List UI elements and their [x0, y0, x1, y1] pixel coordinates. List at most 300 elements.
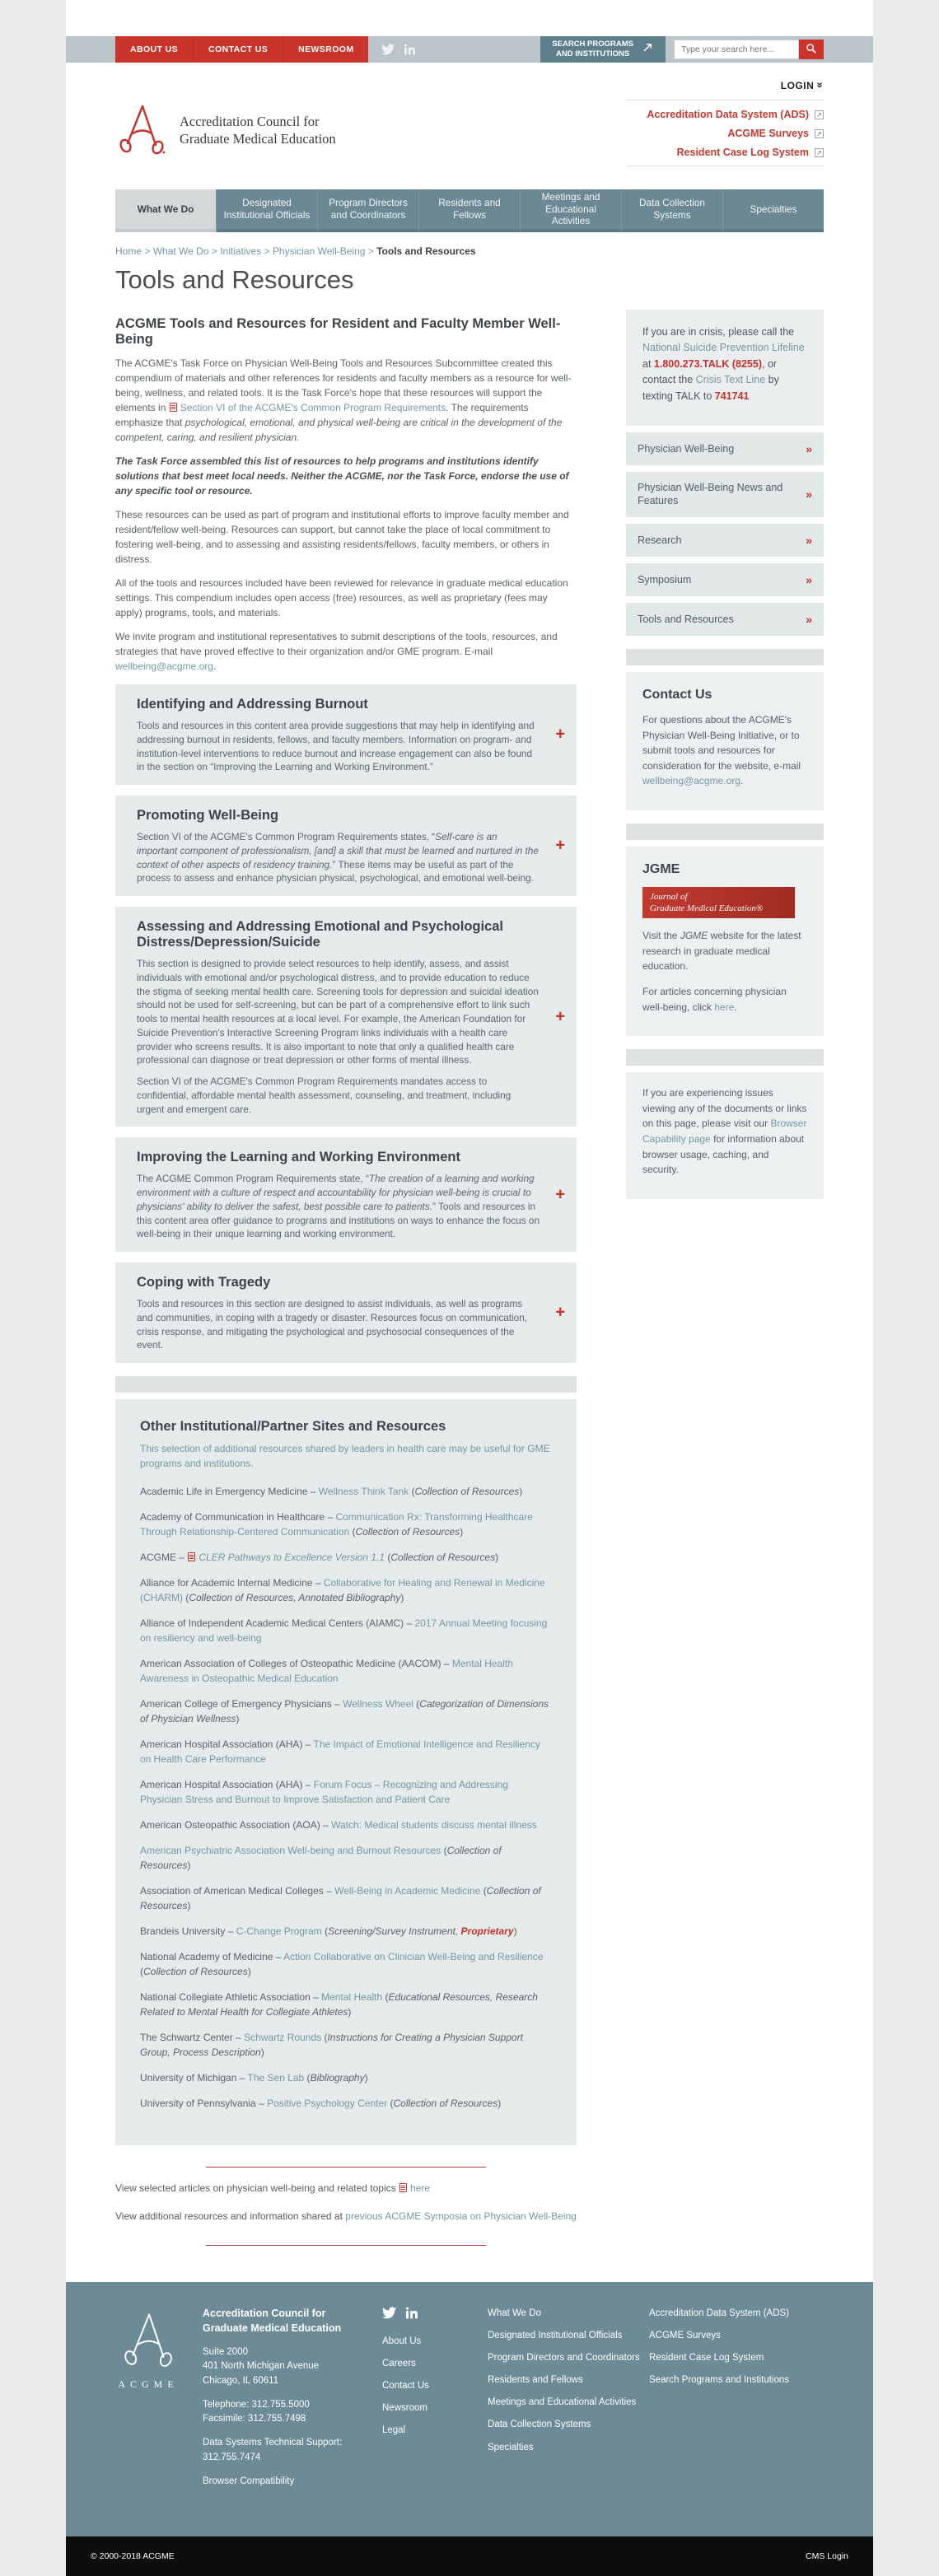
- resource-item: [140, 1737, 552, 1766]
- sidebar-nav-item[interactable]: Symposium »: [626, 563, 824, 596]
- inline-link[interactable]: Physician Well-Being: [272, 245, 366, 257]
- red-divider: [206, 2167, 486, 2168]
- launch-arrow-icon: [642, 41, 654, 57]
- text-segment: Proprietary: [460, 1925, 514, 1937]
- system-link[interactable]: Accreditation Data System (ADS) ↗: [577, 109, 824, 120]
- paragraph: [115, 454, 577, 498]
- text-segment: The ACGME Common Program Requirements state, “: [137, 1173, 369, 1185]
- text-segment: Alliance for Academic Internal Medicine –: [140, 1577, 324, 1589]
- resource-item: [140, 1990, 552, 2019]
- inline-link[interactable]: Wellness Think Tank: [318, 1486, 409, 1497]
- text-segment: 741741: [714, 390, 750, 402]
- resource-item: [140, 2070, 552, 2085]
- text-segment: ): [519, 1486, 523, 1497]
- bottom-notes: [115, 2181, 577, 2224]
- panel-cap-strip: [115, 1376, 577, 1393]
- expand-plus-icon[interactable]: +: [555, 725, 565, 744]
- inline-link[interactable]: Mental Health Awareness in Osteopathic Medical Education: [140, 1658, 513, 1684]
- text-segment: (: [349, 1526, 356, 1538]
- double-chevron-icon: »: [806, 533, 812, 547]
- inline-link[interactable]: Communication Rx: Transforming Healthcare Through Relationship-Centered Communication: [140, 1511, 533, 1538]
- text-segment: (: [441, 1845, 447, 1856]
- inline-link[interactable]: wellbeing@acgme.org: [642, 775, 740, 787]
- text-segment: (: [413, 1698, 420, 1710]
- utility-bar: [66, 36, 873, 63]
- utility-link[interactable]: ABOUT US: [115, 36, 194, 63]
- crisis-box: [626, 310, 824, 426]
- accordion-title: Promoting Well-Being: [137, 808, 279, 823]
- resource-item: [140, 2096, 552, 2111]
- inline-link[interactable]: here: [714, 1001, 735, 1013]
- inline-link[interactable]: Crisis Text Line: [695, 374, 766, 386]
- resource-item: [140, 1843, 552, 1873]
- text-segment: American Hospital Association (AHA) –: [140, 1738, 314, 1750]
- inline-link[interactable]: National Suicide Prevention Lifeline: [642, 342, 805, 354]
- search-icon: [806, 43, 817, 57]
- double-chevron-icon: »: [806, 441, 812, 455]
- contact-box: [626, 672, 824, 810]
- footer: [66, 2282, 873, 2536]
- text-segment: The creation of a learning and working environment with a culture of respect and accountability for physician well-being is crucial to physicians' ability to deliver the safest, best possible care to patients.: [137, 1173, 535, 1212]
- jgme-heading: JGME: [642, 861, 680, 876]
- resource-item: [140, 1616, 552, 1645]
- text-segment: ): [260, 2046, 264, 2058]
- resource-item: [140, 2030, 552, 2060]
- text-segment: by texting TALK to: [642, 374, 779, 402]
- org-name: Accreditation Council for Graduate Medical Education: [180, 113, 336, 147]
- footer-site-links: [488, 2307, 649, 2454]
- text-segment: For articles concerning physician well-being, click: [642, 986, 787, 1013]
- linkedin-icon[interactable]: [404, 44, 416, 55]
- footer-org-name: Accreditation Council for Graduate Medical Education: [203, 2308, 342, 2334]
- accordion-section: [115, 684, 577, 785]
- pdf-icon: [188, 1552, 195, 1561]
- search-box: [674, 40, 824, 59]
- search-area: [540, 36, 824, 63]
- content-card: [66, 0, 873, 2576]
- accordion-title: Coping with Tragedy: [137, 1275, 271, 1290]
- text-segment: View additional resources and information shared at: [115, 2210, 346, 2222]
- text-segment: American College of Emergency Physicians –: [140, 1698, 343, 1710]
- search-programs-button[interactable]: [540, 36, 666, 63]
- text-segment: National Collegiate Athletic Association –: [140, 1991, 322, 2003]
- footer-support: Data Systems Technical Support: 312.755.7474: [203, 2438, 343, 2462]
- note: [115, 2209, 577, 2224]
- text-segment: (: [480, 1885, 487, 1897]
- text-segment: Alliance of Independent Academic Medical Centers (AIAMC) –: [140, 1617, 415, 1629]
- inline-link[interactable]: Well-Being in Academic Medicine: [334, 1885, 481, 1897]
- sidebar-nav-item[interactable]: Physician Well-Being »: [626, 432, 824, 465]
- resource-item: [140, 1924, 552, 1939]
- text-segment: , or contact the: [642, 357, 778, 386]
- text-segment: Educational Resources, Research Related to Mental Health for Collegiate Athletes: [140, 1991, 538, 2018]
- sidebar-nav-item[interactable]: Research »: [626, 524, 824, 557]
- text-segment: ACGME –: [140, 1552, 188, 1563]
- footer-site-column: [488, 2307, 649, 2497]
- copyright-text: © 2000-2018 ACGME: [91, 2550, 175, 2561]
- nav-tab[interactable]: Data Collection Systems: [622, 189, 723, 232]
- inline-link[interactable]: American Psychiatric Association Well-being and Burnout Resources: [140, 1845, 441, 1856]
- footer-link[interactable]: Resident Case Log System: [649, 2353, 764, 2364]
- text-segment: (: [140, 1966, 143, 1977]
- footer-org-column: [203, 2307, 382, 2497]
- header-quick-links: [577, 77, 827, 175]
- text-segment: Collection of Resources: [414, 1486, 520, 1497]
- footer-link[interactable]: Careers: [382, 2359, 416, 2369]
- accordion-title: Identifying and Addressing Burnout: [137, 697, 368, 712]
- acgme-logo-mark-icon: [115, 102, 168, 159]
- nav-tab[interactable]: What We Do: [115, 189, 217, 232]
- resource-item: [140, 1484, 552, 1499]
- text-segment: for information about browser usage, caching, and security.: [642, 1133, 805, 1176]
- accordion-title: Assessing and Addressing Emotional and Psychological Distress/Depression/Suicide: [137, 919, 503, 950]
- accordion-body: [137, 1172, 540, 1241]
- text-segment: Collection of Resources: [140, 1845, 502, 1871]
- text-segment: Collection of Resources, Annotated Bibliography: [189, 1592, 401, 1603]
- inline-link[interactable]: Initiatives: [220, 245, 262, 257]
- footer-phones: Telephone: 312.755.5000 Facsimile: 312.755.7498: [203, 2399, 310, 2424]
- text-segment: (: [321, 2032, 328, 2043]
- footer-systems-column: [649, 2307, 840, 2497]
- footer-link[interactable]: Designated Institutional Officials: [488, 2331, 623, 2341]
- resource-item: [140, 1696, 552, 1726]
- inline-link[interactable]: What We Do: [152, 245, 209, 257]
- utility-links: [115, 36, 368, 63]
- inline-link[interactable]: wellbeing@acgme.org: [115, 660, 213, 672]
- search-submit-button[interactable]: [799, 40, 824, 59]
- resource-item: [140, 1883, 552, 1913]
- footer-social-icons: [382, 2307, 488, 2323]
- social-icons: [381, 36, 416, 63]
- footer-link[interactable]: Accreditation Data System (ADS): [649, 2308, 790, 2318]
- paragraph: [137, 1172, 540, 1241]
- expand-plus-icon[interactable]: +: [555, 1303, 565, 1322]
- resource-list: [140, 1484, 552, 2111]
- partner-resources-panel: [115, 1399, 577, 2145]
- footer-link[interactable]: About Us: [382, 2336, 422, 2346]
- text-segment: ” These items may be useful as part of the process to assess and enhance physician physical, psychological, and emotional well-being.: [137, 858, 534, 884]
- paragraph: [115, 356, 577, 445]
- text-segment: Section VI of the ACGME's Common Program Requirements mandates access to confidential, affordable mental health assessment, counseling, and treatment, including urgent and emergent care.: [137, 1076, 512, 1115]
- resource-item: [140, 1575, 552, 1605]
- text-segment: >: [142, 245, 153, 257]
- linkedin-icon[interactable]: [406, 2307, 418, 2323]
- text-segment: psychological, emotional, and physical well-being are critical in the development of the competent, caring, and resilient physician.: [115, 417, 563, 443]
- browser-note: [642, 1085, 807, 1178]
- resource-item: [140, 1818, 552, 1832]
- section-heading: ACGME Tools and Resources for Resident and Faculty Member Well-Being: [115, 316, 561, 347]
- acgme-logo[interactable]: [115, 86, 336, 175]
- text-segment: Screening/Survey Instrument,: [328, 1925, 461, 1937]
- nav-tab[interactable]: Program Directors and Coordinators: [318, 189, 419, 232]
- inline-link[interactable]: Browser Capability page: [642, 1118, 807, 1146]
- inline-link[interactable]: CLER Pathways to Excellence Version 1.1: [199, 1552, 385, 1563]
- accordion-section: [115, 1137, 577, 1252]
- accordion-section: [115, 907, 577, 1127]
- text-segment: University of Michigan –: [140, 2072, 248, 2084]
- text-segment: >: [365, 245, 377, 257]
- inline-link[interactable]: Positive Psychology Center: [267, 2098, 388, 2109]
- text-segment: ): [495, 1552, 499, 1563]
- text-segment: ): [187, 1860, 191, 1871]
- text-segment: ): [236, 1713, 240, 1724]
- text-segment: University of Pennsylvania –: [140, 2098, 268, 2109]
- text-segment: ): [247, 1966, 251, 1977]
- text-segment: American Osteopathic Association (AOA) –: [140, 1819, 332, 1831]
- content-columns: [115, 310, 824, 2246]
- resource-item: [140, 1550, 552, 1565]
- nav-tab[interactable]: Designated Institutional Officials: [217, 189, 318, 232]
- external-link-icon: ↗: [815, 110, 824, 119]
- footer-link[interactable]: Newsroom: [382, 2403, 427, 2414]
- text-segment: The ACGME's Task Force on Physician Well-Being Tools and Resources Subcommittee created this compendium of materials and other references for residents and faculty members as a resource for well-being, wellness, and related tools. It is the Task Force's hope that these resources will support the elements in: [115, 357, 572, 413]
- text-segment: Brandeis University –: [140, 1925, 236, 1937]
- contact-heading: Contact Us: [642, 688, 712, 702]
- inline-link[interactable]: Wellness Wheel: [343, 1698, 413, 1710]
- pdf-icon: [399, 2183, 407, 2192]
- inline-link[interactable]: here: [409, 2182, 430, 2194]
- footer-link[interactable]: What We Do: [488, 2308, 541, 2318]
- expand-plus-icon[interactable]: +: [555, 1185, 565, 1204]
- text-segment: ” Tools and resources in this content area offer guidance to programs and institutions on ways to enhance the focus on well-being in their unique learning and working environment.: [137, 1200, 540, 1240]
- text-segment: website for the latest research in graduate medical education.: [642, 930, 801, 973]
- resource-item: [140, 1656, 552, 1686]
- footer-logo-text: ACGME: [118, 2378, 179, 2390]
- pdf-icon: [170, 403, 177, 412]
- intro: [115, 356, 577, 674]
- double-chevron-icon: »: [806, 572, 812, 586]
- inline-link[interactable]: Action Collaborative on Clinician Well-Being and Resilience: [283, 1951, 544, 1962]
- text-segment: All of the tools and resources included have been reviewed for relevance in graduate medical education settings. This compendium includes open access (free) resources, as well as proprietary (fees may apply) programs, tools, and materials.: [115, 577, 568, 618]
- text-segment: American Association of Colleges of Osteopathic Medicine (AACOM) –: [140, 1658, 452, 1669]
- utility-link[interactable]: CONTACT US: [194, 36, 283, 63]
- paragraph: [137, 830, 540, 885]
- accordion-section: [115, 796, 577, 896]
- text-segment: (: [183, 1592, 189, 1603]
- resource-item: [140, 1949, 552, 1979]
- sidebar-nav-item[interactable]: Physician Well-Being News and Features »: [626, 472, 824, 517]
- site-header: [66, 63, 873, 186]
- resource-item: [140, 1777, 552, 1807]
- breadcrumb: [115, 245, 824, 257]
- text-segment: ): [187, 1900, 191, 1911]
- main-nav: [115, 189, 824, 232]
- search-programs-label: SEARCH PROGRAMS AND INSTITUTIONS: [552, 39, 633, 58]
- accordions: [115, 684, 577, 1363]
- text-segment: .: [740, 775, 744, 787]
- browser-note-box: [626, 1072, 824, 1199]
- sidebar-cap-strip: [626, 824, 824, 840]
- text-segment: . The requirements emphasize that: [115, 402, 529, 428]
- login-button[interactable]: LOGIN»: [780, 80, 827, 91]
- text-segment: American Hospital Association (AHA) –: [140, 1779, 314, 1790]
- search-input[interactable]: [674, 40, 799, 59]
- twitter-icon[interactable]: [382, 2307, 396, 2323]
- footer-browser-compatibility-link[interactable]: Browser Compatibility: [203, 2476, 295, 2486]
- accordion-section: [115, 1262, 577, 1363]
- page-title: Tools and Resources: [115, 265, 354, 294]
- nav-tab[interactable]: Residents and Fellows: [419, 189, 521, 232]
- note: [115, 2181, 577, 2196]
- jgme-paragraph: [642, 928, 807, 974]
- paragraph: [115, 576, 577, 620]
- main-column: [115, 310, 577, 2246]
- inline-link[interactable]: The Sen Lab: [247, 2072, 305, 2084]
- expand-plus-icon[interactable]: +: [555, 1007, 565, 1026]
- inline-link[interactable]: previous ACGME Symposia on Physician Well-Being: [345, 2210, 577, 2222]
- text-segment: Section VI of the ACGME's Common Program Requirements states, “: [137, 831, 436, 842]
- accordion-title: Improving the Learning and Working Environment: [137, 1150, 460, 1165]
- jgme-box: [626, 847, 824, 1036]
- text-segment: (: [385, 1552, 391, 1563]
- footer-company-links: [382, 2335, 488, 2437]
- resource-item: [140, 1510, 552, 1539]
- text-segment: ): [513, 1925, 517, 1937]
- inline-link[interactable]: 2017 Annual Meeting focusing on resiliency and well-being: [140, 1617, 548, 1644]
- footer-link[interactable]: Meetings and Educational Activities: [488, 2397, 637, 2408]
- sidebar-nav-item[interactable]: Tools and Resources »: [626, 603, 824, 636]
- text-segment: If you are in crisis, please call the: [642, 326, 795, 338]
- text-segment: For questions about the ACGME's Physician Well-Being Initiative, or to submit tools and resources for consideration for the website, e-mail: [642, 713, 801, 772]
- text-segment: The Task Force assembled this list of resources to help programs and institutions identify solutions that best meet local needs. Neither the ACGME, nor the Task Force, endorse the use of any specific tool or resource.: [115, 455, 569, 497]
- inline-link[interactable]: Home: [115, 245, 142, 257]
- accordion-body: [137, 830, 540, 885]
- text-segment: (: [409, 1486, 415, 1497]
- paragraph: [115, 507, 577, 567]
- inline-link[interactable]: Collaborative for Healing and Renewal in Medicine (CHARM): [140, 1577, 545, 1603]
- paragraph: [137, 719, 540, 774]
- paragraph: [137, 957, 540, 1067]
- text-segment: ): [400, 1592, 404, 1603]
- footer-logo: [94, 2307, 203, 2497]
- footer-link[interactable]: Residents and Fellows: [488, 2375, 583, 2386]
- sidebar: [626, 310, 824, 1199]
- inline-link[interactable]: C-Change Program: [236, 1925, 322, 1937]
- text-segment: National Academy of Medicine –: [140, 1951, 284, 1962]
- text-segment: ): [460, 1526, 464, 1538]
- paragraph: [137, 1297, 540, 1352]
- text-segment: Visit the: [642, 930, 680, 942]
- twitter-icon[interactable]: [381, 44, 395, 55]
- text-segment: Collection of Resources: [355, 1526, 460, 1538]
- sidebar-nav: [626, 432, 824, 636]
- text-segment: Instructions for Creating a Physician Support Group, Process Description: [140, 2032, 523, 2058]
- contact-body: [642, 712, 807, 789]
- footer-systems-links: [649, 2307, 840, 2387]
- legal-bar: [66, 2536, 873, 2576]
- expand-plus-icon[interactable]: +: [555, 836, 565, 855]
- text-segment: This section is designed to provide select resources to help identify, assess, and assist individuals with emotional and/or psychological distress, and to provide education to reduce the stigma of seeking mental health care. Screening tools for depression and suicidal ideation should not be used for self-screening, but can be part of a comprehensive effort to link such tools to mental health resources at a local level. For example, the American Foundation for Suicide Prevention's Interactive Screening Program links individuals with a health care provider who screens results. It is also important to note that only a qualified health care professional can diagnose or treat depression or other forms of mental illness.: [137, 958, 539, 1066]
- sidebar-cap-strip: [626, 649, 824, 665]
- text-segment: (: [304, 2072, 311, 2084]
- footer-link[interactable]: ACGME Surveys: [649, 2331, 721, 2341]
- text-segment: If you are experiencing issues viewing any of the documents or links on this page, please visit our: [642, 1087, 807, 1130]
- text-segment: Collection of Resources: [390, 1552, 496, 1563]
- text-segment: Categorization of Dimensions of Physician Wellness: [140, 1698, 549, 1724]
- text-segment: Collection of Resources: [143, 1966, 248, 1977]
- footer-link[interactable]: Data Collection Systems: [488, 2420, 591, 2430]
- acgme-logo-outline-icon: [119, 2357, 177, 2371]
- system-links: [577, 109, 824, 158]
- text-segment: Tools and resources in this section are designed to assist individuals, as well as programs and communities, in coping with a tragedy or disaster. Resources focus on communication, crisis response, and mitigating the psychological and psychosocial consequences of the event.: [137, 1298, 528, 1351]
- accordion-body: [137, 957, 540, 1116]
- text-segment: Academic Life in Emergency Medicine –: [140, 1486, 319, 1497]
- sidebar-cap-strip: [626, 1049, 824, 1066]
- text-segment: Association of American Medical Colleges –: [140, 1885, 335, 1897]
- inline-link[interactable]: This selection of additional resources shared by leaders in health care may be useful for GME programs and institutions.: [140, 1443, 550, 1469]
- inline-link[interactable]: Watch: Medical students discuss mental illness: [331, 1819, 537, 1831]
- text-segment: (: [382, 1991, 389, 2003]
- text-segment: Collection of Resources: [393, 2098, 498, 2109]
- text-segment: .: [734, 1001, 737, 1013]
- footer-link[interactable]: Specialties: [488, 2442, 534, 2452]
- footer-link[interactable]: Program Directors and Coordinators: [488, 2353, 640, 2364]
- text-segment: ): [348, 2006, 352, 2018]
- system-link[interactable]: ACGME Surveys ↗: [577, 128, 824, 139]
- nav-tab[interactable]: Meetings and Educational Activities: [521, 189, 622, 232]
- jgme-paragraph: [642, 984, 807, 1015]
- text-segment: >: [208, 245, 221, 257]
- chevron-down-icon: »: [814, 82, 827, 89]
- inline-link[interactable]: Mental Health: [321, 1991, 383, 2003]
- footer-company-column: [382, 2307, 488, 2497]
- inline-link[interactable]: Forum Focus – Recognizing and Addressing Physician Stress and Burnout to Improve Satisfaction and Patient Care: [140, 1779, 508, 1805]
- panel-heading: Other Institutional/Partner Sites and Resources: [140, 1419, 446, 1434]
- double-chevron-icon: »: [806, 488, 812, 502]
- text-segment: (: [321, 1925, 329, 1937]
- nav-tab[interactable]: Specialties: [723, 189, 824, 232]
- text-segment: The Schwartz Center –: [140, 2032, 245, 2043]
- system-link[interactable]: Resident Case Log System ↗: [577, 147, 824, 158]
- paragraph: [137, 1075, 540, 1116]
- footer-link[interactable]: Contact Us: [382, 2381, 429, 2392]
- footer-link[interactable]: Search Programs and Institutions: [649, 2375, 790, 2386]
- external-link-icon: ↗: [815, 129, 824, 138]
- text-segment: .: [213, 660, 217, 672]
- text-segment: Academy of Communication in Healthcare –: [140, 1511, 336, 1523]
- inline-link[interactable]: Schwartz Rounds: [244, 2032, 322, 2043]
- footer-link[interactable]: Legal: [382, 2425, 406, 2436]
- text-segment: ): [498, 2098, 502, 2109]
- inline-link[interactable]: Section VI of the ACGME's Common Program Requirements: [180, 402, 446, 413]
- double-chevron-icon: »: [806, 612, 812, 626]
- accordion-body: [137, 1297, 540, 1352]
- text-segment: Tools and Resources: [376, 245, 476, 257]
- text-segment: Bibliography: [310, 2072, 365, 2084]
- text-segment: at: [642, 357, 654, 370]
- red-divider: [206, 2245, 486, 2246]
- text-segment: >: [261, 245, 273, 257]
- text-segment: Collection of Resources: [140, 1885, 541, 1911]
- text-segment: (: [387, 2098, 394, 2109]
- accordion-body: [137, 719, 540, 774]
- text-segment: ): [364, 2072, 368, 2084]
- inline-link[interactable]: The Impact of Emotional Intelligence and Resiliency on Health Care Performance: [140, 1738, 541, 1765]
- text-segment: Tools and resources in this content area provide suggestions that may help in identifying and addressing burnout in residents, fellows, and faculty members. Information on program- and institution-level interventions to reduce burnout and increase engagement can also be found in the section on “Improving the Learning and Working Environment.”: [137, 720, 535, 773]
- paragraph: [115, 629, 577, 674]
- text-segment: We invite program and institutional representatives to submit descriptions of the tools, resources, and strategies that have proved effective to their organization and/or GME program. E-mail: [115, 631, 558, 657]
- panel-intro: [140, 1441, 552, 1471]
- utility-link[interactable]: NEWSROOM: [283, 36, 368, 63]
- jgme-logo[interactable]: Journal of Graduate Medical Education®: [642, 887, 795, 919]
- text-segment: JGME: [680, 930, 708, 942]
- text-segment: These resources can be used as part of program and institutional efforts to improve faculty member and resident/fellow well-being. Resources can support, but cannot take the place of local commitment to fostering well-being, and to assessing and assisting residents/fellows, faculty members, or others in distress.: [115, 509, 569, 565]
- external-link-icon: ↗: [815, 148, 824, 157]
- cms-login-link[interactable]: CMS Login: [806, 2550, 848, 2561]
- text-segment: 1.800.273.TALK (8255): [653, 357, 762, 370]
- text-segment: Self-care is an important component of professionalism, [and] a skill that must be learned and nurtured in the context of other aspects of residency training.: [137, 831, 539, 870]
- footer-address: Suite 2000 401 North Michigan Avenue Chicago, IL 60611: [203, 2347, 320, 2386]
